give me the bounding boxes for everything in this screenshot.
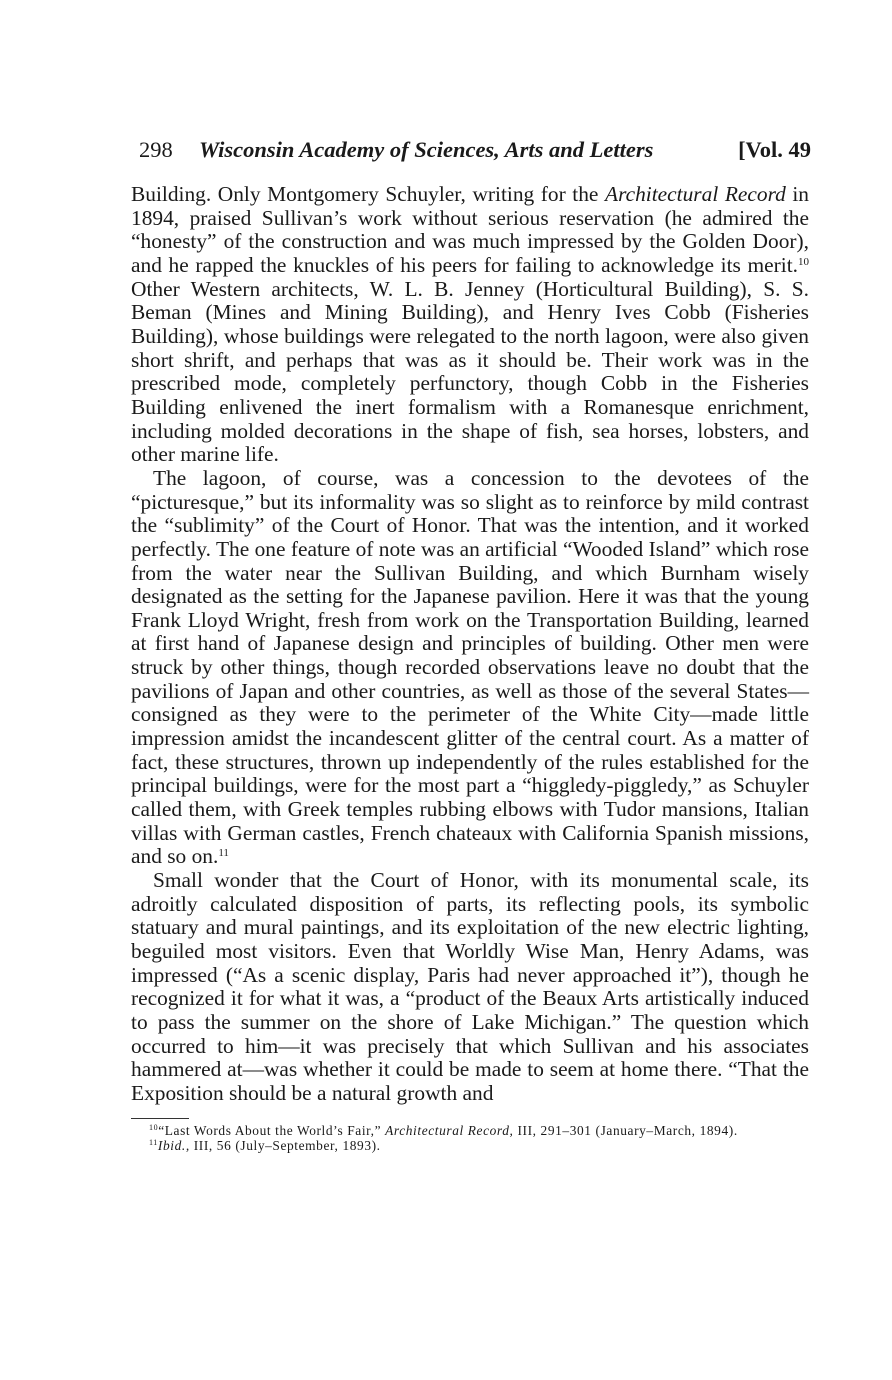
text-run: “Last Words About the World’s Fair,” [158,1122,386,1138]
italic-text: Architectural Record, [385,1122,514,1138]
paragraph [131,869,809,1106]
text-run: Other Western architects, W. L. B. Jenney (Horticultural Building), S. S. Beman (Mines and Mining Building), and Henry Ives Cobb (Fisheries Building), whose buildings were relegated to the north lagoon, were also given short shrift, and perhaps that was as it should be. Their work was in the prescribed mode, completely perfunctory, though Cobb in the Fisheries Building enlivened the inert formalism with a Romanesque enrichment, including molded decorations in the shape of fish, sea horses, lobsters, and other marine life. [131,276,809,467]
italic-text: Ibid., [157,1138,190,1154]
footnote-marker: 11 [218,847,229,860]
footnote [131,1123,809,1139]
text-run: Building. Only Montgomery Schuyler, writing for the [131,182,605,206]
volume-label: [Vol. 49 [738,137,811,162]
text-run: III, 291–301 (January–March, 1894). [513,1122,738,1138]
text-run: III, 56 (July–September, 1893). [189,1138,381,1154]
footnote [131,1138,809,1154]
body-text [131,183,809,1106]
italic-text: Architectural Record [605,182,786,206]
text-run: Small wonder that the Court of Honor, with its monumental scale, its adroitly calculated disposition of parts, its reflecting pools, its symbolic statuary and mural paintings, and its exploitation of the new electric lighting, beguiled most visitors. Even that Worldly Wise Man, Henry Adams, was impressed (“As a scenic display, Paris had never approached it”), though he recognized it for what it was, a “product of the Beaux Arts artistically induced to pass the summer on the shore of Lake Michigan.” The question which occurred to him—it was precisely that which Sullivan and his associates hammered at—was whether it could be made to seem at home there. “That the Exposition should be a natural growth and [131,868,809,1105]
page-number: 298 [139,137,173,162]
footnotes [131,1123,809,1154]
text-run: in 1894, praised Sullivan’s work without serious reservation (he admired the “honesty” of the construction and was much impressed by the Golden Door), and he rapped the knuckles of his peers for failing to acknowledge its merit. [131,182,809,277]
footnote-marker: 11 [149,1138,158,1148]
footnote-marker: 10 [149,1122,159,1132]
text-run: The lagoon, of course, was a concession to the devotees of the “picturesque,” but its informality was so slight as to reinforce by mild contrast the “sublimity” of the Court of Honor. That was the intention, and it worked perfectly. The one feature of note was an artificial “Wooded Island” which rose from the water near the Sullivan Building, and which Burnham wisely designated as the setting for the Japanese pavilion. Here it was that the young Frank Lloyd Wright, fresh from work on the Transportation Building, learned at first hand of Japanese design and principles of building. Other men were struck by other things, though recorded observations leave no doubt that the pavilions of Japan and other countries, as well as those of the several States—consigned as they were to the perimeter of the White City—made little impression amidst the incandescent glitter of the central court. As a matter of fact, these structures, thrown up independently of the rules established for the principal buildings, were for the most part a “higgledy-piggledy,” as Schuyler called them, with Greek temples rubbing elbows with Tudor mansions, Italian villas with German castles, French chateaux with California Spanish missions, and so on. [131,465,809,869]
footnote-marker: 10 [798,255,809,268]
paragraph [131,467,809,869]
footnote-rule [131,1118,189,1119]
paragraph [131,183,809,467]
journal-title: Wisconsin Academy of Sciences, Arts and Letters [199,137,654,162]
document-page [131,133,809,1154]
running-head [131,133,809,167]
